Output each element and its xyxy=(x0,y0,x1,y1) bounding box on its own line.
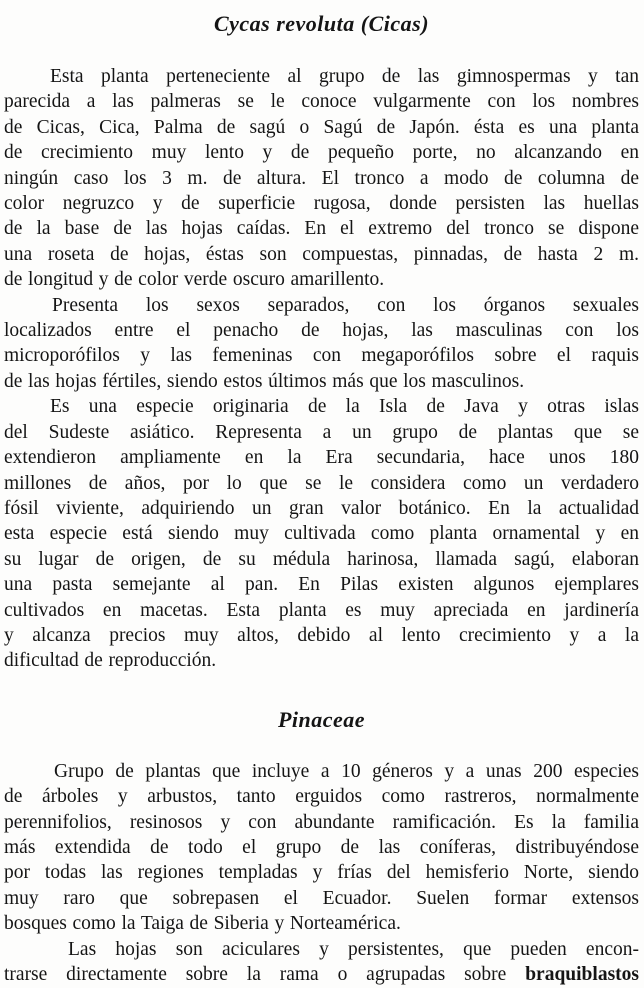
text-line xyxy=(4,267,639,292)
text-line xyxy=(4,216,639,241)
paragraph-cycas-origen xyxy=(4,394,639,673)
text-segment: del Sudeste asiático. Representa a un grupo de plantas que se xyxy=(4,421,639,443)
text-segment: cultivados en macetas. Esta planta es muy apreciada en jardinería xyxy=(4,599,639,621)
text-segment: muy raro que sobrepasen el Ecuador. Suelen formar extensos xyxy=(4,887,639,909)
text-segment: color negruzco y de superficie rugosa, donde persisten las huellas xyxy=(4,193,639,215)
text-line xyxy=(4,784,639,809)
text-segment: de Cicas, Cica, Palma de sagú o Sagú de Japón. ésta es una planta xyxy=(4,116,639,138)
text-segment: parecida a las palmeras se le conoce vulgarmente con los nombres xyxy=(4,91,639,113)
text-line xyxy=(4,623,639,648)
text-segment: una pasta semejante al pan. En Pilas existen algunos ejemplares xyxy=(4,574,639,596)
text-segment: de crecimiento muy lento y de pequeño porte, no alcanzando en xyxy=(4,142,639,164)
text-segment: más extendida de todo el grupo de las coníferas, distribuyéndose xyxy=(4,836,639,858)
text-line xyxy=(4,293,639,318)
text-line xyxy=(4,140,639,165)
text-segment: de las hojas fértiles, siendo estos últimos más que los masculinos. xyxy=(4,370,525,392)
text-line xyxy=(4,496,639,521)
text-segment: su lugar de origen, de su médula harinosa, llamada sagú, elaboran xyxy=(4,548,639,570)
text-line xyxy=(4,369,639,394)
text-line xyxy=(4,810,639,835)
text-segment: millones de años, por lo que se le considera como un verdadero xyxy=(4,472,639,494)
text-segment: Esta planta perteneciente al grupo de las gimnospermas y tan xyxy=(50,66,639,87)
text-line xyxy=(4,166,639,191)
text-segment: Las hojas son aciculares y persistentes, que pueden encon- xyxy=(68,938,639,960)
text-line xyxy=(4,572,639,597)
text-segment: localizados entre el penacho de hojas, las masculinas con los xyxy=(4,320,639,342)
text-line xyxy=(4,318,639,343)
text-line xyxy=(4,471,639,496)
text-line xyxy=(4,343,639,368)
text-line xyxy=(4,445,639,470)
text-line xyxy=(4,911,639,936)
text-line xyxy=(4,648,639,673)
text-segment: de árboles y arbustos, tanto erguidos como rastreros, normalmente xyxy=(4,786,639,808)
text-line xyxy=(4,547,639,572)
text-line xyxy=(4,598,639,623)
text-segment: Es una especie originaria de la Isla de Java y otras islas xyxy=(50,396,639,418)
text-segment: trarse directamente sobre la rama o agrupadas sobre xyxy=(4,964,526,985)
text-segment: ningún caso los 3 m. de altura. El tronco a modo de columna de xyxy=(4,167,639,189)
text-line xyxy=(4,835,639,860)
text-line xyxy=(4,115,639,140)
paragraph-pinaceae-hojas xyxy=(4,937,639,988)
text-segment: fósil viviente, adquiriendo un gran valor botánico. En la actualidad xyxy=(4,497,639,519)
text-line xyxy=(4,521,639,546)
text-line xyxy=(4,89,639,114)
text-line xyxy=(4,759,639,784)
text-line xyxy=(4,64,639,89)
text-segment: Grupo de plantas que incluye a 10 géneros y a unas 200 especies xyxy=(54,760,639,782)
text-segment: extendieron ampliamente en la Era secundaria, hace unos 180 xyxy=(4,447,639,469)
text-line xyxy=(4,242,639,267)
text-line xyxy=(4,394,639,419)
text-segment: dificultad de reproducción. xyxy=(4,650,217,672)
text-line xyxy=(4,886,639,911)
text-segment: de longitud y de color verde oscuro amarillento. xyxy=(4,269,385,291)
text-segment: una roseta de hojas, éstas son compuestas, pinnadas, de hasta 2 m. xyxy=(4,243,639,265)
bold-term: braquiblastos xyxy=(525,964,639,985)
text-line xyxy=(4,937,639,962)
text-segment: esta especie está siendo muy cultivada como planta ornamental y en xyxy=(4,523,639,545)
text-line xyxy=(4,860,639,885)
text-segment: microporófilos y las femeninas con megaporófilos sobre el raquis xyxy=(4,345,639,367)
text-line xyxy=(4,420,639,445)
paragraph-cycas-sexos xyxy=(4,293,639,395)
text-segment: bosques como la Taiga de Siberia y Norteamérica. xyxy=(4,913,401,935)
text-line xyxy=(4,962,639,987)
text-segment: Presenta los sexos separados, con los órganos sexuales xyxy=(52,294,639,316)
text-segment: y alcanza precios muy altos, debido al lento crecimiento y a la xyxy=(4,624,639,646)
text-line xyxy=(4,191,639,216)
section-title-pinaceae: Pinaceae xyxy=(277,706,366,732)
text-segment: perennifolios, resinosos y con abundante ramificación. Es la familia xyxy=(4,811,639,833)
text-segment: de la base de las hojas caídas. En el extremo del tronco se dispone xyxy=(4,218,639,240)
text-segment: por todas las regiones templadas y frías del hemisferio Norte, siendo xyxy=(4,862,639,884)
paragraph-cycas-intro xyxy=(4,64,639,293)
section-title-cycas: Cycas revoluta (Cicas) xyxy=(213,11,430,36)
paragraph-pinaceae-intro xyxy=(4,759,639,937)
